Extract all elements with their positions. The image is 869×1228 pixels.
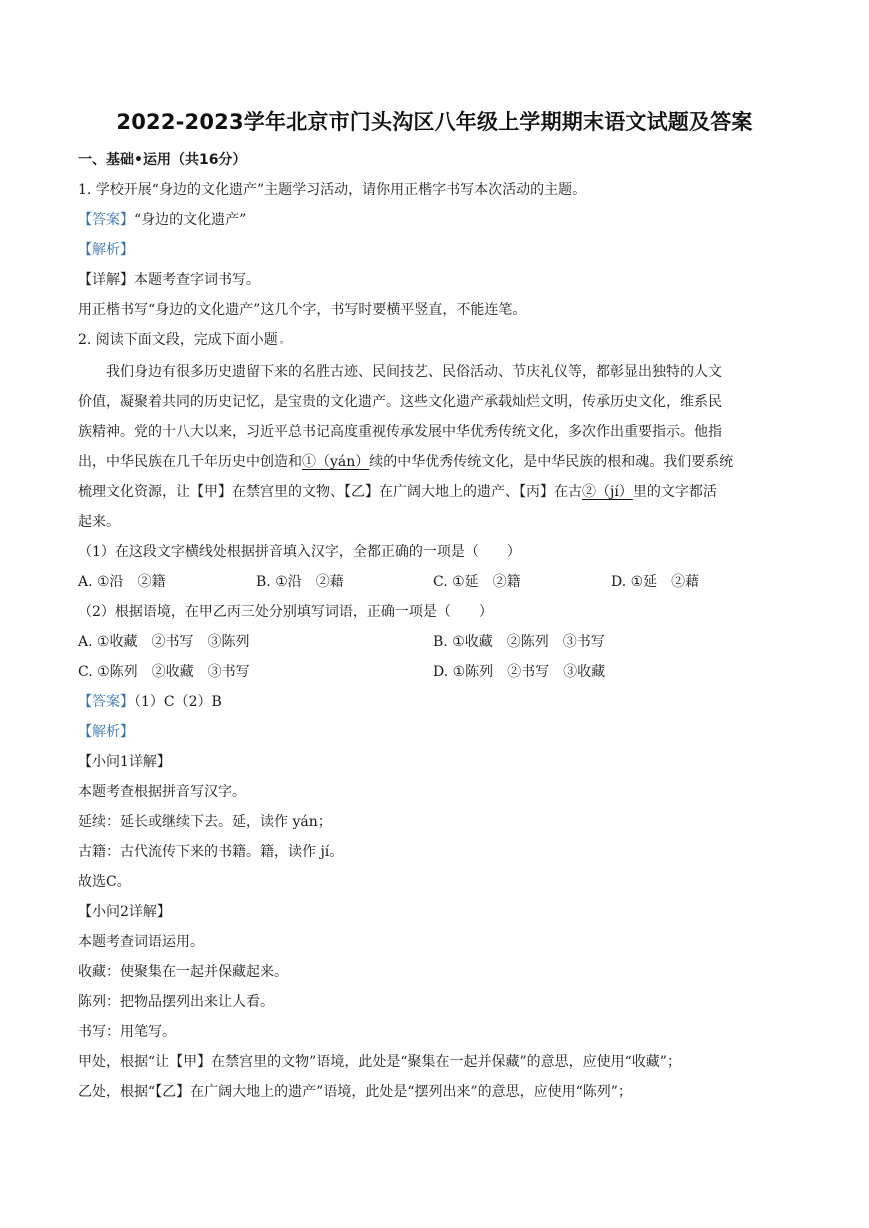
passage-line: 族精神。党的十八大以来，习近平总书记高度重视传承发展中华优秀传统文化，多次作出重要指示。他指 [78, 424, 722, 440]
question-2-stem [78, 330, 290, 351]
sub-question-2-stem: （2）根据语境，在甲乙丙三处分别填写词语，正确一项是（ ） [78, 604, 493, 620]
answer-tag: 【答案】 [78, 694, 134, 710]
option-c: C. ①陈列 ②收藏 ③书写 [78, 664, 250, 680]
option-b: B. ①收藏 ②陈列 ③书写 [433, 634, 605, 650]
stem-period: 。 [279, 335, 290, 346]
analysis-line: 延续：延长或继续下去。延，读作 yán； [78, 814, 332, 830]
analysis-line: 书写：用笔写。 [78, 1024, 176, 1040]
analysis-line: 本题考查词语运用。 [78, 934, 204, 950]
blank-2: ②（jí） [582, 484, 633, 500]
passage-text: 续的中华优秀传统文化，是中华民族的根和魂。我们要系统 [369, 454, 734, 470]
passage-text: 里的文字都活 [632, 484, 717, 500]
section-heading: 一、基础•运用（共16分） [78, 152, 247, 168]
answer-text: （1）C（2）B [134, 694, 222, 710]
analysis-line: 收藏：使聚集在一起并保藏起来。 [78, 964, 288, 980]
option-b: B. ①沿 ②藉 [256, 574, 344, 590]
document-title: 2022-2023学年北京市门头沟区八年级上学期期末语文试题及答案 [116, 110, 753, 134]
passage-text: 梳理文化资源，让【甲】在禁宫里的文物、【乙】在广阔大地上的遗产、【丙】在古 [78, 484, 582, 500]
detail-line: 用正楷书写“身边的文化遗产”这几个字，书写时要横平竖直，不能连笔。 [78, 302, 527, 318]
analysis-line: 陈列：把物品摆列出来让人看。 [78, 994, 274, 1010]
passage-line [78, 452, 733, 472]
passage-line: 起来。 [78, 514, 120, 530]
passage-line: 我们身边有很多历史遗留下来的名胜古迹、民间技艺、民俗活动、节庆礼仪等，都彰显出独特的人文 [106, 364, 722, 380]
option-d: D. ①延 ②藉 [611, 574, 700, 590]
question-1-answer [78, 210, 246, 230]
passage-text: 出，中华民族在几千年历史中创造和 [78, 454, 302, 470]
blank-1: ①（yán） [302, 454, 370, 470]
option-a: A. ①收藏 ②书写 ③陈列 [78, 634, 250, 650]
analysis-line: 【小问1详解】 [78, 754, 171, 770]
option-c: C. ①延 ②籍 [433, 574, 521, 590]
analysis-line: 本题考查根据拼音写汉字。 [78, 784, 246, 800]
question-2-stem-text: 2. 阅读下面文段，完成下面小题 [78, 332, 278, 348]
passage-line: 价值，凝聚着共同的历史记忆，是宝贵的文化遗产。这些文化遗产承载灿烂文明，传承历史文化，维系民 [78, 394, 722, 410]
analysis-line: 故选C。 [78, 874, 131, 890]
answer-text: “身边的文化遗产” [134, 212, 247, 228]
sub-question-1-stem: （1）在这段文字横线处根据拼音填入汉字，全都正确的一项是（ ） [78, 544, 521, 560]
analysis-tag: 【解析】 [78, 724, 134, 740]
answer-tag: 【答案】 [78, 212, 134, 228]
analysis-tag: 【解析】 [78, 242, 134, 258]
question-1-stem: 1. 学校开展“身边的文化遗产”主题学习活动，请你用正楷字书写本次活动的主题。 [78, 182, 587, 198]
option-a: A. ①沿 ②籍 [78, 574, 166, 590]
question-2-answer [78, 692, 222, 712]
option-d: D. ①陈列 ②书写 ③收藏 [433, 664, 606, 680]
analysis-line: 【小问2详解】 [78, 904, 171, 920]
analysis-line: 乙处，根据“【乙】在广阔大地上的遗产”语境，此处是“摆列出来”的意思，应使用“陈列”； [78, 1084, 632, 1100]
analysis-line: 甲处，根据“让【甲】在禁宫里的文物”语境，此处是“聚集在一起并保藏”的意思，应使用“收藏”； [78, 1054, 681, 1070]
passage-line [78, 482, 717, 502]
analysis-line: 古籍：古代流传下来的书籍。籍，读作 jí。 [78, 844, 344, 860]
detail-line: 【详解】本题考查字词书写。 [78, 272, 260, 288]
